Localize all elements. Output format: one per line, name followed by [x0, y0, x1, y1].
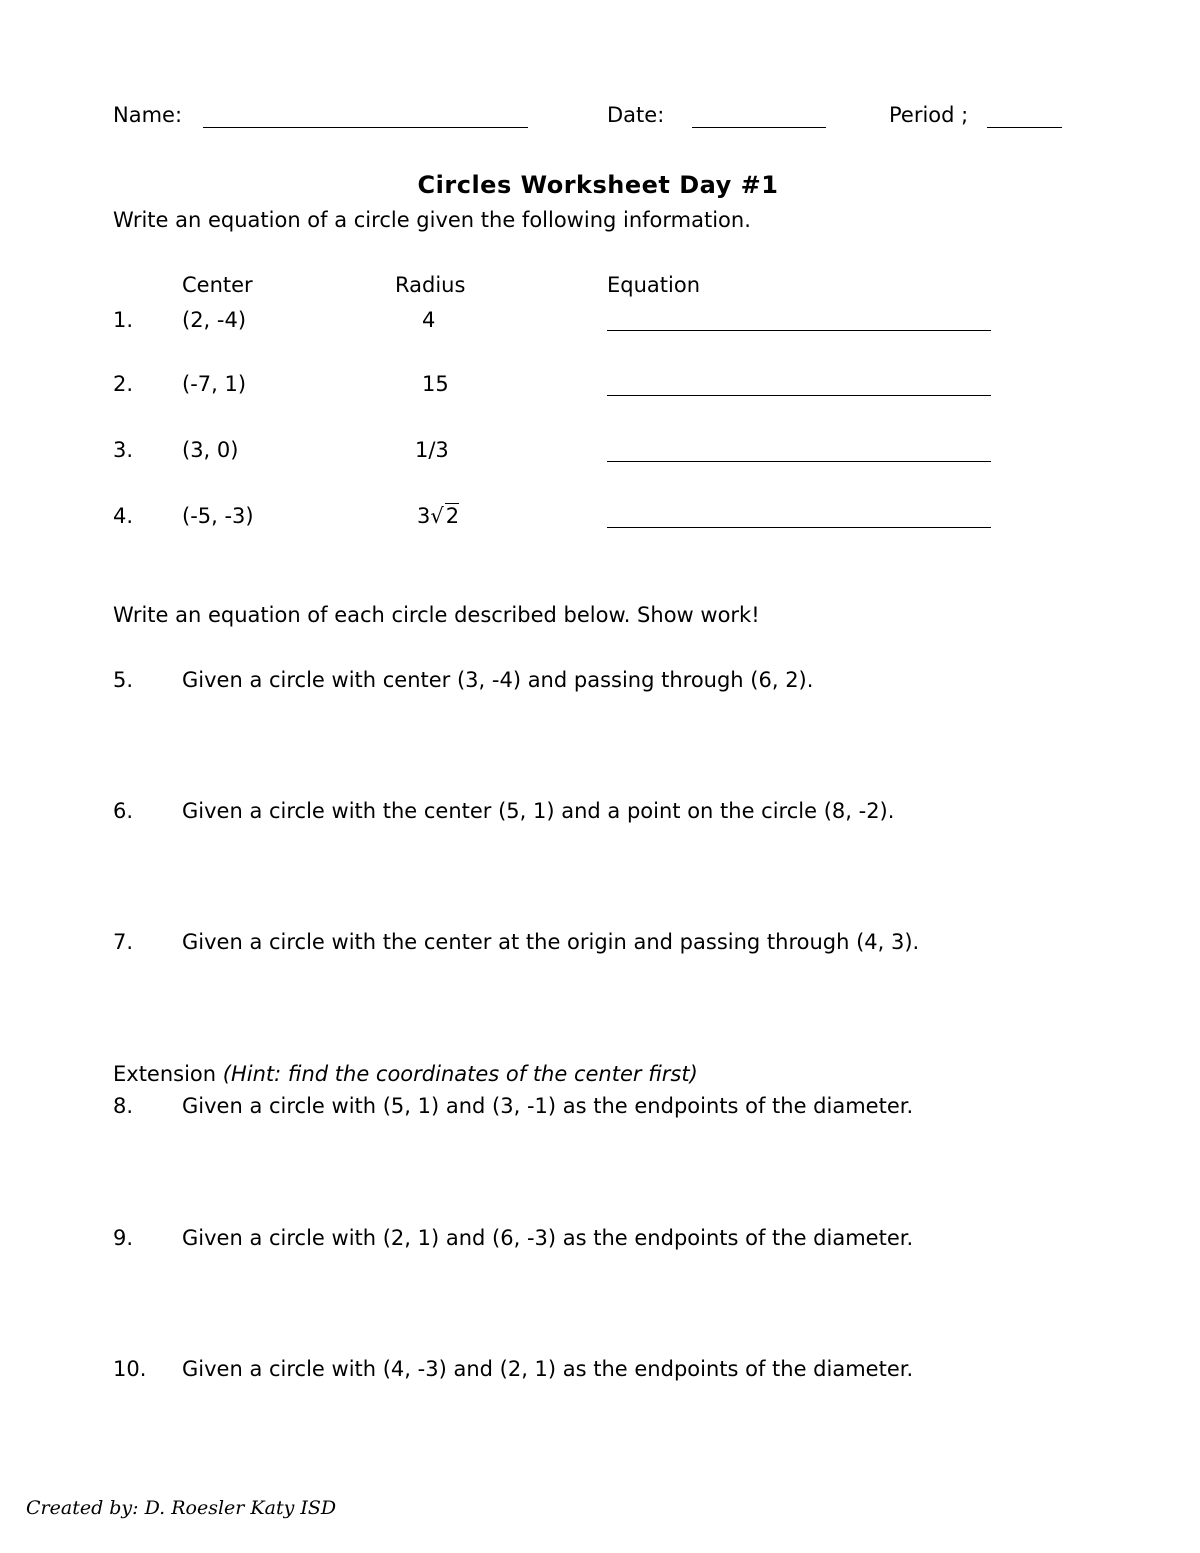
row-center: (-7, 1): [182, 372, 247, 396]
problem-text: Given a circle with center (3, -4) and passing through (6, 2).: [182, 668, 814, 692]
name-label: Name:: [113, 103, 183, 127]
row-center: (3, 0): [182, 438, 239, 462]
row-number: 2.: [113, 372, 134, 396]
extension-label: Extension: [113, 1062, 217, 1086]
problem-text: Given a circle with the center at the origin and passing through (4, 3).: [182, 930, 920, 954]
row-number: 4.: [113, 504, 134, 528]
column-header-equation: Equation: [607, 273, 701, 297]
radius-radicand: 2: [445, 504, 460, 528]
row-number: 3.: [113, 438, 134, 462]
extension-heading: [113, 1062, 698, 1086]
footer-credit: Created by: D. Roesler Katy ISD: [26, 1497, 337, 1519]
extension-hint: (Hint: find the coordinates of the center first): [222, 1062, 698, 1086]
date-label: Date:: [607, 103, 665, 127]
name-field[interactable]: [203, 127, 528, 128]
problem-number: 9.: [113, 1226, 134, 1250]
radius-coefficient: 3: [417, 504, 431, 528]
equation-answer-line[interactable]: [607, 395, 991, 396]
problem-number: 5.: [113, 668, 134, 692]
problem-number: 7.: [113, 930, 134, 954]
period-field[interactable]: [987, 127, 1062, 128]
problem-text: Given a circle with (2, 1) and (6, -3) as the endpoints of the diameter.: [182, 1226, 914, 1250]
problem-number: 6.: [113, 799, 134, 823]
problem-text: Given a circle with the center (5, 1) and a point on the circle (8, -2).: [182, 799, 895, 823]
problem-text: Given a circle with (4, -3) and (2, 1) as the endpoints of the diameter.: [182, 1357, 914, 1381]
square-root-icon: √2: [430, 504, 460, 528]
column-header-center: Center: [182, 273, 253, 297]
row-radius: 1/3: [415, 438, 449, 462]
row-center: (-5, -3): [182, 504, 254, 528]
date-field[interactable]: [692, 127, 826, 128]
problem-number: 8.: [113, 1094, 134, 1118]
row-radius: [417, 504, 459, 528]
row-center: (2, -4): [182, 308, 247, 332]
row-number: 1.: [113, 308, 134, 332]
column-header-radius: Radius: [395, 273, 466, 297]
row-radius: 4: [422, 308, 436, 332]
equation-answer-line[interactable]: [607, 461, 991, 462]
problem-number: 10.: [113, 1357, 147, 1381]
problem-text: Given a circle with (5, 1) and (3, -1) as the endpoints of the diameter.: [182, 1094, 914, 1118]
equation-answer-line[interactable]: [607, 330, 991, 331]
part2-instruction: Write an equation of each circle described below. Show work!: [113, 603, 760, 627]
part1-instruction: Write an equation of a circle given the following information.: [113, 208, 751, 232]
page-title: Circles Worksheet Day #1: [417, 171, 779, 199]
period-label: Period ;: [889, 103, 969, 127]
row-radius: 15: [422, 372, 449, 396]
equation-answer-line[interactable]: [607, 527, 991, 528]
